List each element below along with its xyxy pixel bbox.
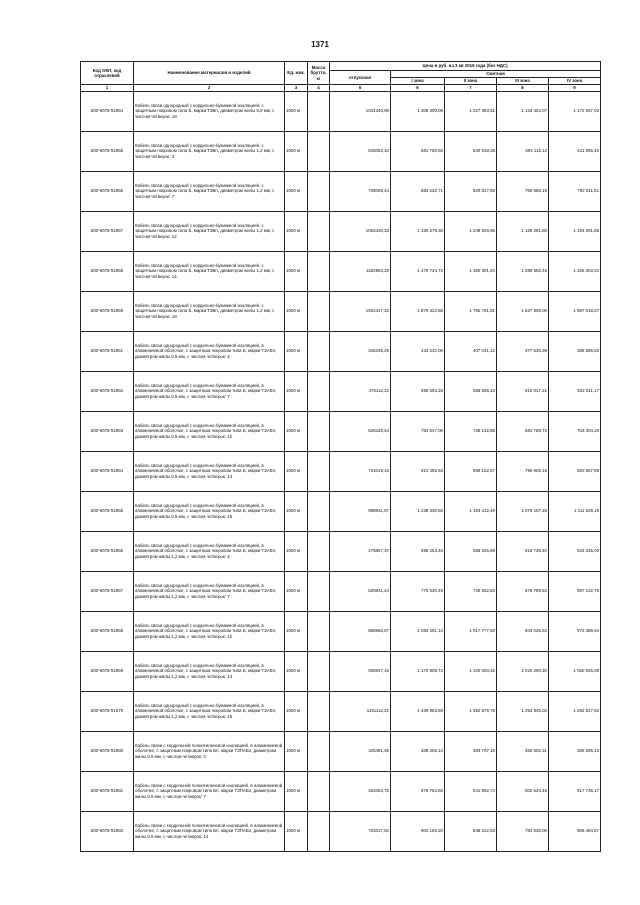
cell-zone-2-price: 1 249 828,96 (445, 211, 497, 251)
cell-zone-1-price: 595 594,26 (391, 371, 445, 411)
header-release: отпускная (330, 71, 391, 85)
cell-zone-4-price: 697 122,76 (549, 571, 601, 611)
cell-name: Кабель связи однородный с кордельно-бумажной изоляцией, в алюминиевой оболочке, с защитным покровом типа Б, марки ТЗАБп, диаметром жилы 0,9 мм, с числом четверок: 19 (134, 491, 285, 531)
column-number: 8 (497, 85, 549, 92)
cell-code: 500-8075-91981 (81, 771, 134, 811)
cell-release-price: 346335,29 (330, 331, 391, 371)
table-row (81, 491, 601, 531)
cell-name: Кабель связи однородный с кордельно-бумажной изоляцией, с защитным покровом типа Б, марки ТЗБп, диаметром жилы 0,9 мм, с числом четверок: 19 (134, 91, 285, 131)
column-number: 9 (549, 85, 601, 92)
cell-unit: 1000 м (285, 451, 308, 491)
cell-zone-3-price: 1 289 555,45 (497, 251, 549, 291)
cell-release-price: 865966,87 (330, 611, 391, 651)
cell-mass (308, 131, 330, 171)
header-code: Код ОКП, код отраслевой (81, 62, 134, 85)
cell-code: 500-8075-91961 (81, 331, 134, 371)
cell-release-price: 545062,10 (330, 131, 391, 171)
cell-unit: 1000 м (285, 651, 308, 691)
table-row (81, 811, 601, 851)
column-number: 6 (391, 85, 445, 92)
cell-zone-2-price: 1 163 412,49 (445, 491, 497, 531)
cell-zone-4-price: 1 194 091,88 (549, 211, 601, 251)
cell-unit: 1000 м (285, 331, 308, 371)
column-number: 4 (308, 85, 330, 92)
cell-release-price: 1151112,21 (330, 691, 391, 731)
cell-zone-3-price: 944 025,52 (497, 611, 549, 651)
cell-release-price: 722017,50 (330, 811, 391, 851)
table-row (81, 291, 601, 331)
cell-zone-1-price: 903 193,20 (391, 811, 445, 851)
column-number: 1 (81, 85, 134, 92)
cell-zone-1-price: 914 455,63 (391, 451, 445, 491)
cell-unit: 1000 м (285, 531, 308, 571)
cell-name: Кабель связи однородный с кордельно-бумажной изоляцией, в алюминиевой оболочке, с защитным покровом типа Б, марки ТЗАБп, диаметром жилы 1,2 мм, с числом четверок: 4 (134, 531, 285, 571)
cell-mass (308, 491, 330, 531)
cell-name: Кабель связи однородный с кордельно-бумажной изоляцией, с защитным покровом типа Б, марки ТЗБп, диаметром жилы 1,2 мм, с числом четверок: 4 (134, 131, 285, 171)
cell-zone-3-price: 1 079 107,26 (497, 491, 549, 531)
cell-name: Кабель связи однородный с кордельно-бумажной изоляцией, в алюминиевой оболочке, с защитным покровом типа Б, марки ТЗАБп, диаметром жилы 0,9 мм, с числом четверок: 12 (134, 411, 285, 451)
cell-unit: 1000 м (285, 131, 308, 171)
cell-code: 500-8075-91954 (81, 91, 134, 131)
cell-mass (308, 91, 330, 131)
cell-unit: 1000 м (285, 211, 308, 251)
cell-zone-4-price: 820 857,99 (549, 451, 601, 491)
cell-zone-3-price: 594 115,12 (497, 131, 549, 171)
cell-zone-2-price: 848 222,53 (445, 811, 497, 851)
cell-unit: 1000 м (285, 571, 308, 611)
cell-code: 500-8075-91968 (81, 611, 134, 651)
cell-code: 500-8075-91970 (81, 691, 134, 731)
cell-zone-2-price: 407 041,12 (445, 331, 497, 371)
cell-zone-3-price: 502 634,45 (497, 771, 549, 811)
cell-zone-4-price: 1 111 529,19 (549, 491, 601, 531)
cell-zone-2-price: 383 707,16 (445, 731, 497, 771)
cell-zone-3-price: 676 789,52 (497, 571, 549, 611)
cell-zone-4-price: 366 595,43 (549, 731, 601, 771)
column-number: 5 (330, 85, 391, 92)
header-zone-4: IV зона (549, 78, 601, 85)
table-row (81, 731, 601, 771)
cell-zone-4-price: 611 965,40 (549, 131, 601, 171)
cell-zone-2-price: 541 892,74 (445, 771, 497, 811)
cell-zone-2-price: 559 565,43 (445, 371, 497, 411)
cell-unit: 1000 м (285, 491, 308, 531)
cell-release-price: 620841,24 (330, 571, 391, 611)
header-zone-1: I зона (391, 78, 445, 85)
cell-release-price: 1502417,32 (330, 291, 391, 331)
cell-mass (308, 611, 330, 651)
table-row (81, 531, 601, 571)
table-row (81, 771, 601, 811)
cell-mass (308, 291, 330, 331)
cell-release-price: 626348,34 (330, 411, 391, 451)
cell-unit: 1000 м (285, 171, 308, 211)
cell-zone-3-price: 1 637 908,06 (497, 291, 549, 331)
cell-code: 500-8075-91966 (81, 531, 134, 571)
cell-unit: 1000 м (285, 811, 308, 851)
table-row (81, 371, 601, 411)
cell-zone-3-price: 1 254 845,02 (497, 691, 549, 731)
cell-zone-3-price: 518 739,40 (497, 531, 549, 571)
cell-mass (308, 731, 330, 771)
cell-zone-1-price: 783 547,00 (391, 411, 445, 451)
cell-name: Кабель связи однородный с кордельно-бумажной изоляцией, с защитным покровом типа Б, марки ТЗБп, диаметром жилы 1,2 мм, с числом четверок: 7 (134, 171, 285, 211)
cell-unit: 1000 м (285, 411, 308, 451)
cell-zone-3-price: 784 930,06 (497, 811, 549, 851)
cell-mass (308, 771, 330, 811)
table-row (81, 131, 601, 171)
cell-zone-2-price: 1 390 301,94 (445, 251, 497, 291)
cell-name: Кабель связи однородный с кордельно-бумажной изоляцией, с защитным покровом типа Б, марки ТЗБп, диаметром жилы 1,2 мм, с числом четверок: 14 (134, 251, 285, 291)
cell-zone-1-price: 576 754,65 (391, 771, 445, 811)
cell-mass (308, 251, 330, 291)
table-row (81, 171, 601, 211)
cell-zone-1-price: 681 760,65 (391, 131, 445, 171)
cell-name: Кабель связи однородный с кордельно-бумажной изоляцией, с защитным покровом типа Б, марки ТЗБп, диаметром жилы 1,2 мм, с числом четверок: 19 (134, 291, 285, 331)
table-row (81, 451, 601, 491)
cell-zone-2-price: 859 152,57 (445, 451, 497, 491)
cell-unit: 1000 м (285, 691, 308, 731)
cell-release-price: 326481,36 (330, 731, 391, 771)
cell-unit: 1000 м (285, 371, 308, 411)
cell-zone-3-price: 682 769,72 (497, 411, 549, 451)
cell-zone-1-price: 595 263,46 (391, 531, 445, 571)
cell-zone-1-price: 408 406,13 (391, 731, 445, 771)
cell-zone-2-price: 736 132,86 (445, 411, 497, 451)
cell-zone-1-price: 1 439 963,69 (391, 691, 445, 731)
cell-zone-1-price: 1 879 422,68 (391, 291, 445, 331)
cell-zone-1-price: 1 305 400,09 (391, 91, 445, 131)
cell-unit: 1000 м (285, 731, 308, 771)
cell-zone-4-price: 972 388,94 (549, 611, 601, 651)
cell-mass (308, 451, 330, 491)
cell-code: 500-8075-91959 (81, 291, 134, 331)
cell-code: 500-8075-91980 (81, 731, 134, 771)
table-row (81, 611, 601, 651)
cell-zone-1-price: 433 242,06 (391, 331, 445, 371)
table-row (81, 251, 601, 291)
cell-name: Кабель связи однородный с кордельно-бумажной изоляцией, в алюминиевой оболочке, с защитным покровом типа Б, марки ТЗАБп, диаметром жилы 0,9 мм, с числом четверок: 14 (134, 451, 285, 491)
cell-name: Кабель связи однородный с кордельно-бумажной изоляцией, в алюминиевой оболочке, с защитным покровом типа Б, марки ТЗАБп, диаметром жилы 1,2 мм, с числом четверок: 19 (134, 691, 285, 731)
cell-unit: 1000 м (285, 91, 308, 131)
cell-mass (308, 531, 330, 571)
cell-release-price: 989931,97 (330, 491, 391, 531)
cell-zone-4-price: 1 328 303,34 (549, 251, 601, 291)
cell-release-price: 1044340,98 (330, 91, 391, 131)
cell-mass (308, 171, 330, 211)
header-estimate: Сметная (391, 71, 601, 78)
cell-release-price: 1182953,28 (330, 251, 391, 291)
table-row (81, 571, 601, 611)
cell-zone-2-price: 1 227 393,61 (445, 91, 497, 131)
cell-zone-3-price: 796 905,15 (497, 451, 549, 491)
table-row (81, 691, 601, 731)
cell-name: Кабель связи однородный с кордельно-бумажной изоляцией, в алюминиевой оболочке, с защитным покровом типа Б, марки ТЗАБп, диаметром жилы 1,2 мм, с числом четверок: 12 (134, 611, 285, 651)
cell-zone-2-price: 729 662,63 (445, 571, 497, 611)
column-number: 7 (445, 85, 497, 92)
header-zone-3: III зона (497, 78, 549, 85)
cell-mass (308, 571, 330, 611)
header-row (81, 62, 601, 71)
column-number: 3 (285, 85, 308, 92)
cell-zone-1-price: 1 330 279,36 (391, 211, 445, 251)
cell-zone-2-price: 559 265,69 (445, 531, 497, 571)
cell-zone-4-price: 808 484,57 (549, 811, 601, 851)
cell-name: Кабель связи однородный с кордельно-бумажной изоляцией, с защитным покровом типа Б, марки ТЗБп, диаметром жилы 1,2 мм, с числом четверок: 12 (134, 211, 285, 251)
cell-code: 500-8075-91967 (81, 571, 134, 611)
cell-release-price: 461053,75 (330, 771, 391, 811)
cell-zone-4-price: 1 292 547,62 (549, 691, 601, 731)
table-row (81, 91, 601, 131)
table-row (81, 211, 601, 251)
cell-name: Кабель связи однородный с кордельно-бумажной изоляцией, в алюминиевой оболочке, с защитным покровом типа Б, марки ТЗАБп, диаметром жилы 1,2 мм, с числом четверок: 14 (134, 651, 285, 691)
cell-release-price: 476112,22 (330, 371, 391, 411)
price-table (80, 61, 601, 852)
cell-release-price: 935947,16 (330, 651, 391, 691)
table-row (81, 331, 601, 371)
cell-zone-1-price: 1 083 291,13 (391, 611, 445, 651)
cell-mass (308, 211, 330, 251)
column-number: 2 (134, 85, 285, 92)
cell-mass (308, 371, 330, 411)
cell-zone-2-price: 829 817,69 (445, 171, 497, 211)
cell-name: Кабель связи однородный с кордельно-бумажной изоляцией, в алюминиевой оболочке, с защитным покровом типа Б, марки ТЗАБп, диаметром жилы 1,2 мм, с числом четверок: 7 (134, 571, 285, 611)
cell-zone-3-price: 1 020 290,30 (497, 651, 549, 691)
cell-code: 500-8075-91956 (81, 171, 134, 211)
cell-name: Кабель связи с кордельной полиэтиленовой изоляцией, в алюминиевой оболочке, с защитным покровом типа Бп, марки ТЗПАБп, диаметром жилы 0,9 мм, с числом четверок: 7 (134, 771, 285, 811)
cell-code: 500-8075-91957 (81, 211, 134, 251)
header-mass: Масса брутто, кг (308, 62, 330, 85)
cell-zone-3-price: 377 546,39 (497, 331, 549, 371)
cell-zone-4-price: 534 611,17 (549, 371, 601, 411)
cell-zone-4-price: 1 172 657,02 (549, 91, 601, 131)
cell-release-price: 1063430,33 (330, 211, 391, 251)
cell-name: Кабель связи с кордельной полиэтиленовой изоляцией, в алюминиевой оболочке, с защитным покровом типа Бп, марки ТЗПАБп, диаметром жилы 0,9 мм, с числом четверок: 4 (134, 731, 285, 771)
cell-mass (308, 651, 330, 691)
cell-zone-2-price: 1 352 879,76 (445, 691, 497, 731)
cell-zone-2-price: 1 017 777,50 (445, 611, 497, 651)
cell-zone-3-price: 1 159 281,86 (497, 211, 549, 251)
cell-zone-4-price: 388 886,62 (549, 331, 601, 371)
cell-release-price: 475857,37 (330, 531, 391, 571)
cell-mass (308, 811, 330, 851)
cell-zone-4-price: 703 304,26 (549, 411, 601, 451)
table-row (81, 411, 601, 451)
cell-code: 500-8075-91963 (81, 411, 134, 451)
cell-mass (308, 691, 330, 731)
header-price-title: Цена в руб. на 3 кв 2016 года (без НДС) (330, 62, 601, 71)
cell-zone-4-price: 534 335,00 (549, 531, 601, 571)
cell-unit: 1000 м (285, 771, 308, 811)
cell-zone-1-price: 1 479 734,72 (391, 251, 445, 291)
cell-unit: 1000 м (285, 611, 308, 651)
cell-code: 500-8075-91969 (81, 651, 134, 691)
cell-code: 500-8075-91958 (81, 251, 134, 291)
cell-code: 500-8075-91982 (81, 811, 134, 851)
cell-release-price: 731019,15 (330, 451, 391, 491)
cell-unit: 1000 м (285, 291, 308, 331)
cell-zone-4-price: 1 687 018,27 (549, 291, 601, 331)
page-number: 1371 (311, 40, 329, 49)
cell-zone-3-price: 355 902,31 (497, 731, 549, 771)
cell-name: Кабель связи однородный с кордельно-бумажной изоляцией, в алюминиевой оболочке, с защитным покровом типа Б, марки ТЗАБп, диаметром жилы 0,9 мм, с числом четверок: 7 (134, 371, 285, 411)
cell-zone-2-price: 1 100 000,45 (445, 651, 497, 691)
table-row (81, 651, 601, 691)
cell-zone-1-price: 1 238 330,55 (391, 491, 445, 531)
cell-zone-4-price: 792 611,51 (549, 171, 601, 211)
cell-zone-2-price: 1 765 761,81 (445, 291, 497, 331)
cell-zone-4-price: 517 736,17 (549, 771, 601, 811)
header-unit: Ед. изм. (285, 62, 308, 85)
cell-unit: 1000 м (285, 251, 308, 291)
cell-name: Кабель связи с кордельной полиэтиленовой изоляцией, в алюминиевой оболочке, с защитным покровом типа Бп, марки ТЗПАБп, диаметром жилы 0,9 мм, с числом четверок: 14 (134, 811, 285, 851)
cell-zone-3-price: 1 133 452,07 (497, 91, 549, 131)
header-name: Наименование материалов и изделий (134, 62, 285, 85)
cell-code: 500-8075-91965 (81, 491, 134, 531)
cell-zone-3-price: 519 017,21 (497, 371, 549, 411)
cell-release-price: 706059,44 (330, 171, 391, 211)
cell-zone-2-price: 640 538,35 (445, 131, 497, 171)
cell-zone-1-price: 776 630,49 (391, 571, 445, 611)
cell-code: 500-8075-91962 (81, 371, 134, 411)
cell-zone-1-price: 1 170 808,73 (391, 651, 445, 691)
cell-mass (308, 331, 330, 371)
header-zone-2: II зона (445, 78, 497, 85)
cell-code: 500-8075-91964 (81, 451, 134, 491)
cell-code: 500-8075-91955 (81, 131, 134, 171)
cell-zone-1-price: 883 232,71 (391, 171, 445, 211)
cell-name: Кабель связи однородный с кордельно-бумажной изоляцией, в алюминиевой оболочке, с защитным покровом типа Б, марки ТЗАБп, диаметром жилы 0,9 мм, с числом четверок: 4 (134, 331, 285, 371)
cell-mass (308, 411, 330, 451)
cell-zone-4-price: 1 050 945,08 (549, 651, 601, 691)
cell-zone-3-price: 769 886,19 (497, 171, 549, 211)
